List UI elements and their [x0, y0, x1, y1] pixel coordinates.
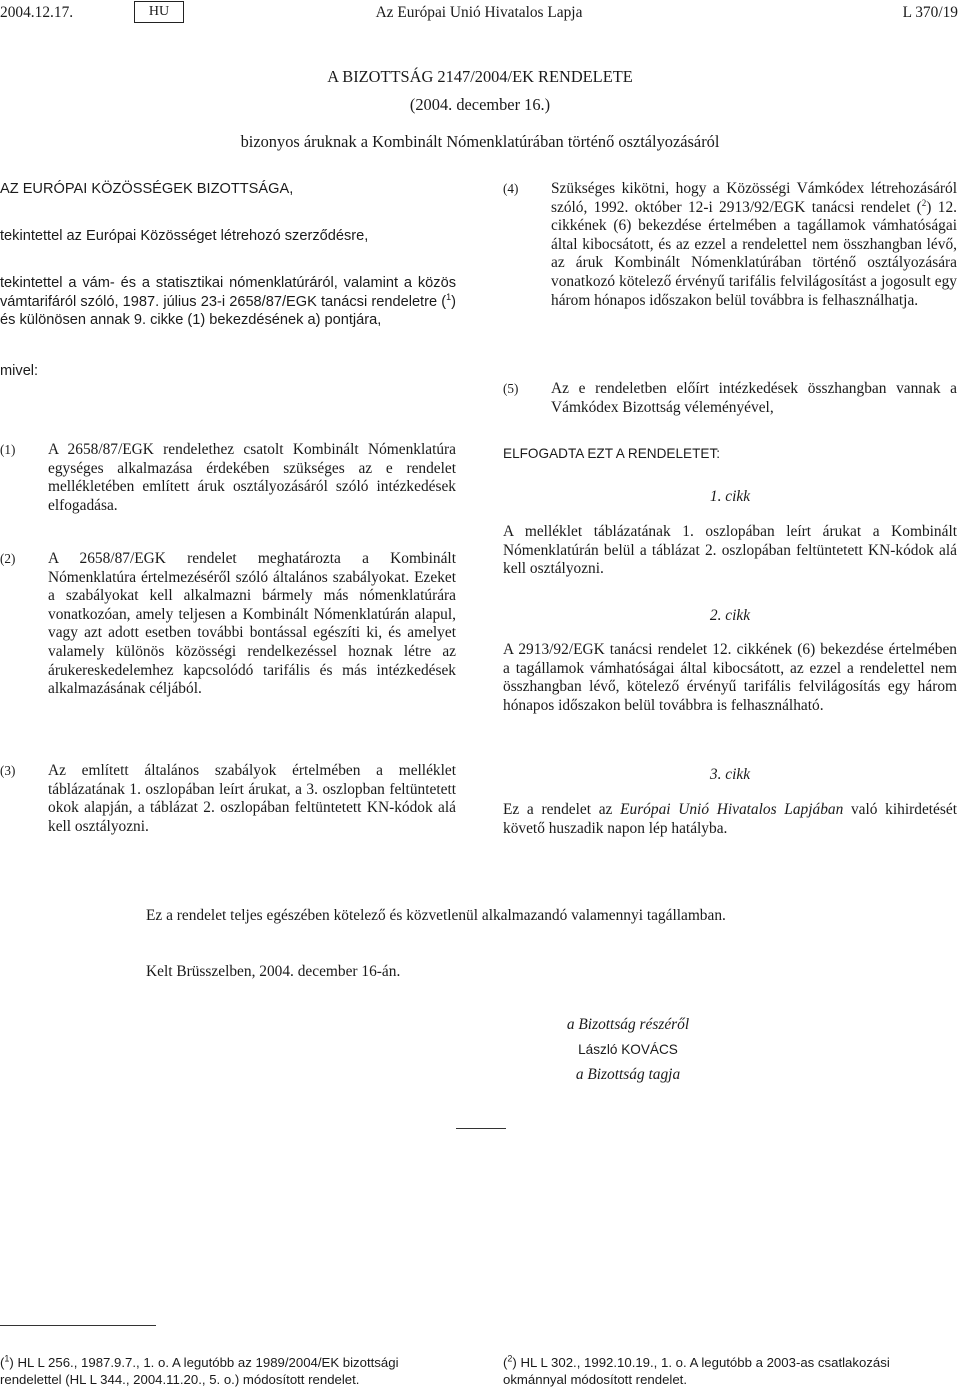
regulation-subject: bizonyos áruknak a Kombinált Nómenklatúrában történő osztályozásáról — [240, 132, 720, 151]
citation-text-a: tekintettel a vám- és a statisztikai nómenklatúráról, valamint a közös vámtarifáról szóló, 1987. július 23-i 2658/87/EGK tanácsi rendeletre ( — [0, 275, 456, 310]
page-number: L 370/19 — [902, 4, 958, 21]
binding-statement: Ez a rendelet teljes egészében kötelező és közvetlenül alkalmazandó valamennyi tagállamban. — [146, 907, 726, 924]
recital-number: (4) — [503, 181, 519, 196]
recital-number: (2) — [0, 551, 16, 566]
header-date: 2004.12.17. — [0, 4, 74, 21]
whereas-label: mivel: — [0, 363, 39, 379]
article-3-heading: 3. cikk — [709, 766, 751, 783]
regulation-date: (2004. december 16.) — [409, 95, 551, 114]
journal-reference: Európai Unió Hivatalos Lapjában — [620, 801, 844, 818]
for-commission: a Bizottság részéről — [566, 1016, 690, 1033]
recital-text: A 2658/87/EGK rendelet meghatározta a Kombinált Nómenklatúra értelmezéséről szóló általános szabályokat. Ezeket a szabályokat kell alkalmazni bármely más nómenklatúrára vonatkozóan, amely teljesen a Kombinált Nómenklatúrán alapul, vagy azt adott esetben további bontással egészíti ki, és amelyet valamely különös közösségi rendelkezéssel hoznak létre az árukereskedelemhez kapcsolódó tarifális és más intézkedések alkalmazásának céljából. — [48, 550, 456, 698]
footnote-1-text: HL L 256., 1987.9.7., 1. o. A legutóbb az 1989/2004/EK bizottsági rendelettel (HL L 344., 2004.11.20., 5. o.) módosított rendelet. — [0, 1355, 399, 1387]
commission-heading: AZ EURÓPAI KÖZÖSSÉGEK BIZOTTSÁGA, — [0, 181, 294, 197]
regulation-title: A BIZOTTSÁG 2147/2004/EK RENDELETE — [327, 67, 633, 86]
footnote-separator — [0, 1325, 156, 1326]
recital-number: (5) — [503, 381, 519, 396]
signatory-name: László KOVÁCS — [578, 1042, 678, 1057]
recital-text — [551, 180, 957, 310]
footnote-2-number: 2 — [507, 1353, 513, 1364]
recital-2 — [0, 550, 456, 730]
article-3-text — [503, 801, 957, 838]
article-2-text: A 2913/92/EGK tanácsi rendelet 12. cikkének (6) bekezdése értelmében a tagállamok vámhatóságai által kibocsátott, az ezzel a rendelettel nem összhangban lévő, kötelező érvényű tarifális felvilágosítás egy három hónapos időszakon belül továbbra is felhasználható. — [503, 641, 957, 714]
language-badge: HU — [134, 1, 184, 23]
article-3-text-b: való kihirdetését követő huszadik napon lép hatályba. — [503, 801, 957, 837]
footnote-2: ($^2$) HL L 302., 1992.10.19., 1. o. A legutóbb a 2003-as csatlakozási okmánnyal módosított rendelet. — [503, 1353, 890, 1387]
adopted-heading: ELFOGADTA EZT A RENDELETET: — [503, 446, 721, 461]
recital-4-text-b: ) 12. cikkének (6) bekezdése értelmében a tagállamok vámhatóságai által kibocsátott, és az ezzel a rendelettel nem összhangban lévő, az áruk Kombinált Nómenklatúrában történő osztályozására vonatkozó kötelező érvényű tarifális felvilágosítást a jogosult egy három hónapos időszakon belül továbbra is felhasználhatja. — [551, 198, 957, 309]
recital-3 — [0, 762, 456, 842]
recital-text: Az e rendeletben előírt intézkedések összhangban vannak a Vámkódex Bizottság véleményével, — [551, 380, 957, 416]
journal-title: Az Európai Unió Hivatalos Lapja — [375, 4, 583, 21]
signatory-role: a Bizottság tagja — [575, 1066, 681, 1083]
footnote-ref-1[interactable]: 1 — [446, 291, 452, 302]
article-1-heading: 1. cikk — [709, 488, 751, 505]
citation-regulation — [0, 274, 456, 330]
footnote-1-number: 1 — [4, 1353, 10, 1364]
article-3-text-a: Ez a rendelet az — [503, 801, 621, 818]
article-1-text: A melléklet táblázatának 1. oszlopában leírt árukat a Kombinált Nómenklatúrán belül a táblázat 2. oszlopában feltüntetett KN-kódok alá kell osztályozni. — [503, 523, 957, 578]
recital-5 — [503, 380, 957, 420]
recital-number: (3) — [0, 763, 16, 778]
footnote-ref-2[interactable]: 2 — [921, 197, 927, 208]
recital-number: (1) — [0, 442, 16, 457]
footnote-2-text: HL L 302., 1992.10.19., 1. o. A legutóbb a 2003-as csatlakozási okmánnyal módosított rendelet. — [503, 1355, 890, 1387]
recital-text: Az említett általános szabályok értelmében a melléklet táblázatának 1. oszlopában leírt árukat, a 3. oszlopban feltüntetett okok alapján, a táblázat 2. oszlopában feltüntetett KN-kódok alá kell osztályozni. — [48, 762, 456, 835]
recital-4 — [503, 180, 957, 360]
footnote-1: ($^1$) HL L 256., 1987.9.7., 1. o. A legutóbb az 1989/2004/EK bizottsági rendelettel (HL L 344., 2004.11.20., 5. o.) módosított rendelet. — [0, 1353, 399, 1387]
done-at: Kelt Brüsszelben, 2004. december 16-án. — [146, 963, 401, 980]
recital-4-text-a: Szükséges kikötni, hogy a Közösségi Vámkódex létrehozásáról szóló, 1992. október 12-i 2913/92/EGK tanácsi rendelet ( — [551, 180, 957, 216]
closing-divider — [456, 1128, 506, 1129]
citation-treaty: tekintettel az Európai Közösséget létrehozó szerződésre, — [0, 228, 369, 244]
article-2-heading: 2. cikk — [709, 607, 751, 624]
recital-1 — [0, 441, 456, 521]
citation-text-b: ) és különösen annak 9. cikke (1) bekezdésének a) pontjára, — [0, 293, 456, 329]
recital-text: A 2658/87/EGK rendelethez csatolt Kombinált Nómenklatúra egységes alkalmazása érdekében szükséges az e rendelet mellékletében említett áruk osztályozásáról szóló intézkedések elfogadása. — [48, 441, 456, 514]
